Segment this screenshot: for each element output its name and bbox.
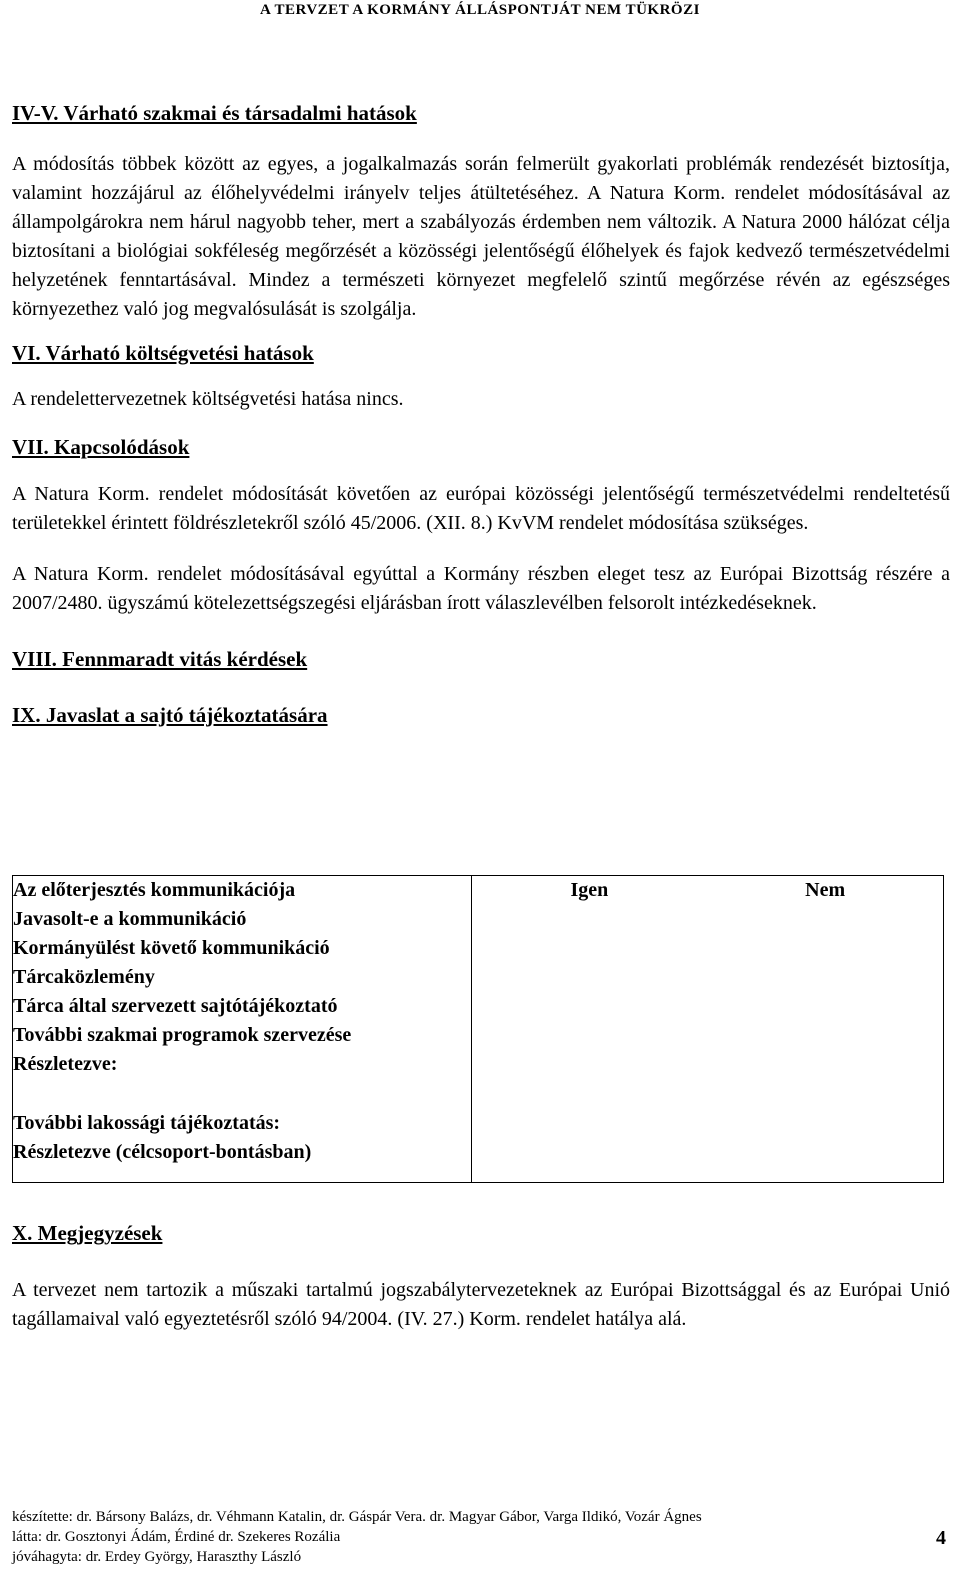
section-heading-x: X. Megjegyzések [12,1221,163,1245]
section-heading-viii: VIII. Fennmaradt vitás kérdések [12,647,308,671]
table-row-label: További lakossági tájékoztatás: [13,1109,472,1138]
page-number: 4 [936,1527,946,1549]
remarks-section [12,1220,950,1334]
footer [12,1507,950,1567]
table-header-label: Az előterjesztés kommunikációja [13,876,472,906]
section-paragraph-x: A tervezet nem tartozik a műszaki tartalmú jogszabálytervezeteknek az Európai Bizottsággal és az Európai Unió tagállamaival való egyeztetésről szóló 94/2004. (IV. 27.) Korm. rendelet hatálya alá. [12,1279,950,1330]
section-paragraph-iv-v: A módosítás többek között az egyes, a jogalkalmazás során felmerült gyakorlati problémák rendezését biztosítja, valamint hozzájárul az élőhelyvédelmi irányelv teljes átültetéséhez. A Natura Korm. rendelet módosításával az állampolgárokra nem hárul nagyobb teher, mert a szabályozás érdemben nem változik. A Natura 2000 hálózat célja biztosítani a biológiai sokféleség megőrzését a közösségi jelentőségű élőhelyek és fajok kedvező természetvédelmi helyzetének fenntartásával. Mindez a természeti környezet megfelelő szintű megőrzése révén az egészséges környezethez való jog megvalósulását is szolgálja. [12,153,950,320]
table-row-label: Javasolt-e a kommunikáció [13,905,472,934]
table-row [13,905,944,934]
communication-table [12,875,944,1183]
table-row-label: Részletezve (célcsoport-bontásban) [13,1138,472,1183]
table-row-label: Részletezve: [13,1050,472,1109]
footer-prepared: készítette: dr. Bársony Balázs, dr. Véhmann Katalin, dr. Gáspár Vera. dr. Magyar Gábor, Varga Ildikó, Vozár Ágnes [12,1509,702,1525]
table-row [13,1138,944,1183]
table-row [13,1109,944,1138]
footer-seen: látta: dr. Gosztonyi Ádám, Érdiné dr. Szekeres Rozália [12,1529,341,1545]
table-header-no: Nem [805,879,846,901]
table-row-label: Kormányülést követő kommunikáció [13,934,472,963]
table-row [13,1021,944,1050]
header-banner: A TERVZET A KORMÁNY ÁLLÁSPONTJÁT NEM TÜKRÖZI [260,2,700,18]
section-heading-ix: IX. Javaslat a sajtó tájékoztatására [12,703,328,727]
document-body [12,100,950,728]
table-row [13,963,944,992]
footer-approved: jóváhagyta: dr. Erdey György, Haraszthy László [12,1549,302,1565]
table-row [13,992,944,1021]
section-paragraph-vii-1: A Natura Korm. rendelet módosítását követően az európai közösségi jelentőségű természetvédelmi rendeltetésű területekkel érintett földrészletekről szóló 45/2006. (XII. 8.) KvVM rendelet módosítása szükséges. [12,483,950,534]
table-row [13,1050,944,1109]
table-row-label: Tárcaközlemény [13,963,472,992]
section-heading-vii: VII. Kapcsolódások [12,435,190,459]
section-paragraph-vii-2: A Natura Korm. rendelet módosításával egyúttal a Kormány részben eleget tesz az Európai Bizottság részére a 2007/2480. ügyszámú kötelezettségszegési eljárásban írott válaszlevélben felsorolt intézkedéseknek. [12,563,950,614]
section-paragraph-vi: A rendelettervezetnek költségvetési hatása nincs. [12,388,404,410]
section-heading-vi: VI. Várható költségvetési hatások [12,341,314,365]
table-header-row [13,876,944,906]
section-heading-iv-v: IV-V. Várható szakmai és társadalmi hatások [12,101,417,125]
table-header-yes: Igen [570,879,609,901]
table-row-label: További szakmai programok szervezése [13,1021,472,1050]
table-row-label: Tárca által szervezett sajtótájékoztató [13,992,472,1021]
table-row [13,934,944,963]
